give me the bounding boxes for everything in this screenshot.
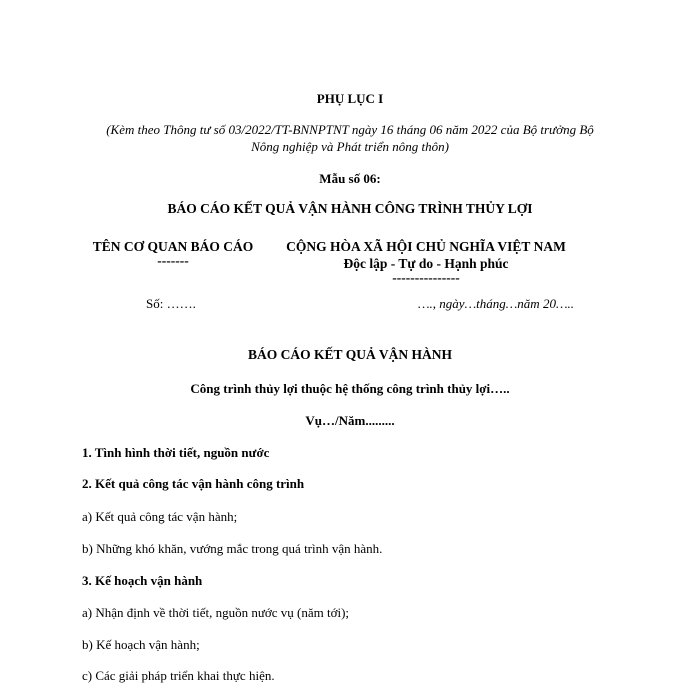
item-operation-results: a) Kết quả công tác vận hành; [82,509,238,524]
item-difficulties: b) Những khó khăn, vướng mắc trong quá trình vận hành. [82,541,383,556]
project-line: Công trình thủy lợi thuộc hệ thống công trình thủy lợi….. [190,381,510,396]
item-solutions: c) Các giải pháp triển khai thực hiện. [82,668,275,683]
item-forecast: a) Nhận định về thời tiết, nguồn nước vụ (năm tới); [82,605,350,620]
section-weather-water: 1. Tình hình thời tiết, nguồn nước [82,445,270,460]
subtitle-line-2: Nông nghiệp và Phát triển nông thôn) [251,139,449,154]
report-title: BÁO CÁO KẾT QUẢ VẬN HÀNH [248,347,452,362]
agency-name: TÊN CƠ QUAN BÁO CÁO [92,239,254,254]
appendix-title: PHỤ LỤC I [316,91,384,106]
subtitle-line-1: (Kèm theo Thông tư số 03/2022/TT-BNNPTNT ngày 16 tháng 06 năm 2022 của Bộ trưởng Bộ [106,122,594,137]
document-number: Số: ……. [146,296,196,311]
item-plan: b) Kế hoạch vận hành; [82,637,200,652]
republic-name: CỘNG HÒA XÃ HỘI CHỦ NGHĨA VIỆT NAM [286,239,566,254]
national-header [278,238,574,284]
document-date: …., ngày…tháng…năm 20….. [418,296,575,311]
form-title: BÁO CÁO KẾT QUẢ VẬN HÀNH CÔNG TRÌNH THỦY LỢI [167,201,533,216]
form-number: Mẫu số 06: [319,171,381,186]
section-operation-plan: 3. Kế hoạch vận hành [82,573,203,588]
season-line: Vụ…/Năm......... [305,413,395,428]
section-operation-results: 2. Kết quả công tác vận hành công trình [82,476,305,491]
agency-divider: ------- [157,253,189,268]
national-motto: Độc lập - Tự do - Hạnh phúc [343,256,509,271]
agency-header [90,238,256,267]
motto-divider: --------------- [392,270,460,285]
